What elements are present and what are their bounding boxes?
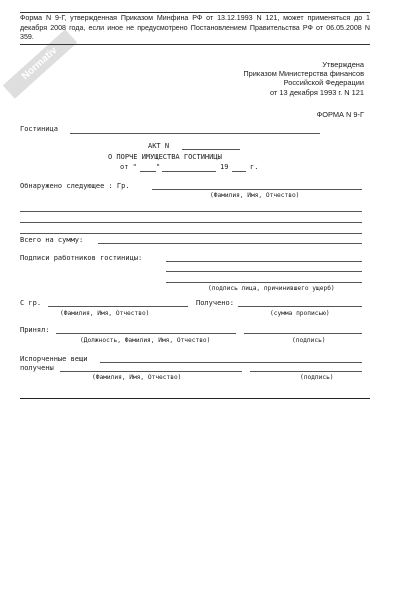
staff-signature-line-1[interactable] — [166, 261, 362, 262]
found-name-field[interactable] — [152, 189, 362, 190]
form-bottom-rule — [20, 398, 370, 399]
description-line-3[interactable] — [20, 233, 362, 234]
total-label: Всего на сумму: — [20, 236, 84, 244]
watermark-stamp: Normativ — [3, 29, 77, 99]
description-line-2[interactable] — [20, 222, 362, 223]
signatures-label: Подписи работников гостиницы: — [20, 254, 143, 262]
damaged-items-field[interactable] — [100, 362, 362, 363]
act-date-prefix: от " — [120, 163, 137, 171]
amount-caption: (сумма прописью) — [270, 310, 330, 317]
damaged-label-line-1: Испорченные вещи — [20, 355, 88, 363]
approval-block — [164, 60, 364, 97]
accepted-label: Принял: — [20, 326, 50, 334]
act-number-field[interactable] — [182, 149, 240, 150]
header-top-rule — [20, 12, 370, 13]
from-label: С гр. — [20, 299, 42, 307]
found-name-caption: (Фамилия, Имя, Отчество) — [210, 192, 300, 199]
received-amount-field[interactable] — [238, 306, 362, 307]
act-year-prefix: 19 — [220, 163, 229, 171]
damaged-label-line-2: получены — [20, 364, 54, 372]
total-amount-field[interactable] — [98, 243, 362, 244]
header-bottom-rule — [20, 44, 370, 45]
hotel-field[interactable] — [70, 133, 320, 134]
approval-line-4: от 13 декабря 1993 г. N 121 — [269, 87, 364, 97]
recipient-name-caption: (Фамилия, Имя, Отчество) — [92, 374, 182, 381]
from-name-caption: (Фамилия, Имя, Отчество) — [60, 310, 150, 317]
hotel-label: Гостиница — [20, 125, 58, 133]
approval-line-1: Утверждена — [322, 60, 364, 69]
accepted-signature-caption: (подпись) — [292, 337, 326, 344]
recipient-signature-caption: (подпись) — [300, 374, 334, 381]
approval-line-3: Российской Федерации — [283, 78, 364, 88]
form-number: ФОРМА N 9-Г — [316, 110, 364, 119]
act-title: АКТ N — [148, 142, 170, 150]
act-year-field[interactable] — [232, 171, 246, 172]
act-month-field[interactable] — [162, 171, 216, 172]
accepted-signature-field[interactable] — [244, 333, 362, 334]
act-subtitle: О ПОРЧЕ ИМУЩЕСТВА ГОСТИНИЦЫ — [108, 153, 222, 161]
found-label: Обнаружено следующее : Гр. — [20, 182, 130, 190]
offender-signature-caption: (подпись лица, причинившего ущерб) — [208, 285, 335, 292]
approval-line-2: Приказом Министерства финансов — [243, 69, 364, 79]
header-note: Форма N 9-Г, утвержденная Приказом Минфина РФ от 13.12.1993 N 121, может применяться до 1 декабря 2008 года, если иное не предусмотрено Постановлением Правительства РФ от 06.05.2008 N 359. — [20, 14, 370, 42]
act-date-suffix: г. — [250, 163, 259, 171]
received-label: Получено: — [196, 299, 234, 307]
recipient-signature-field[interactable] — [250, 371, 362, 372]
recipient-name-field[interactable] — [60, 371, 242, 372]
accepted-position-field[interactable] — [56, 333, 236, 334]
accepted-position-caption: (Должность, Фамилия, Имя, Отчество) — [80, 337, 211, 344]
staff-signature-line-2[interactable] — [166, 271, 362, 272]
act-day-field[interactable] — [140, 171, 156, 172]
act-date-mid: " — [156, 163, 161, 171]
from-name-field[interactable] — [48, 306, 188, 307]
description-line-1[interactable] — [20, 211, 362, 212]
offender-signature-line[interactable] — [166, 282, 362, 283]
